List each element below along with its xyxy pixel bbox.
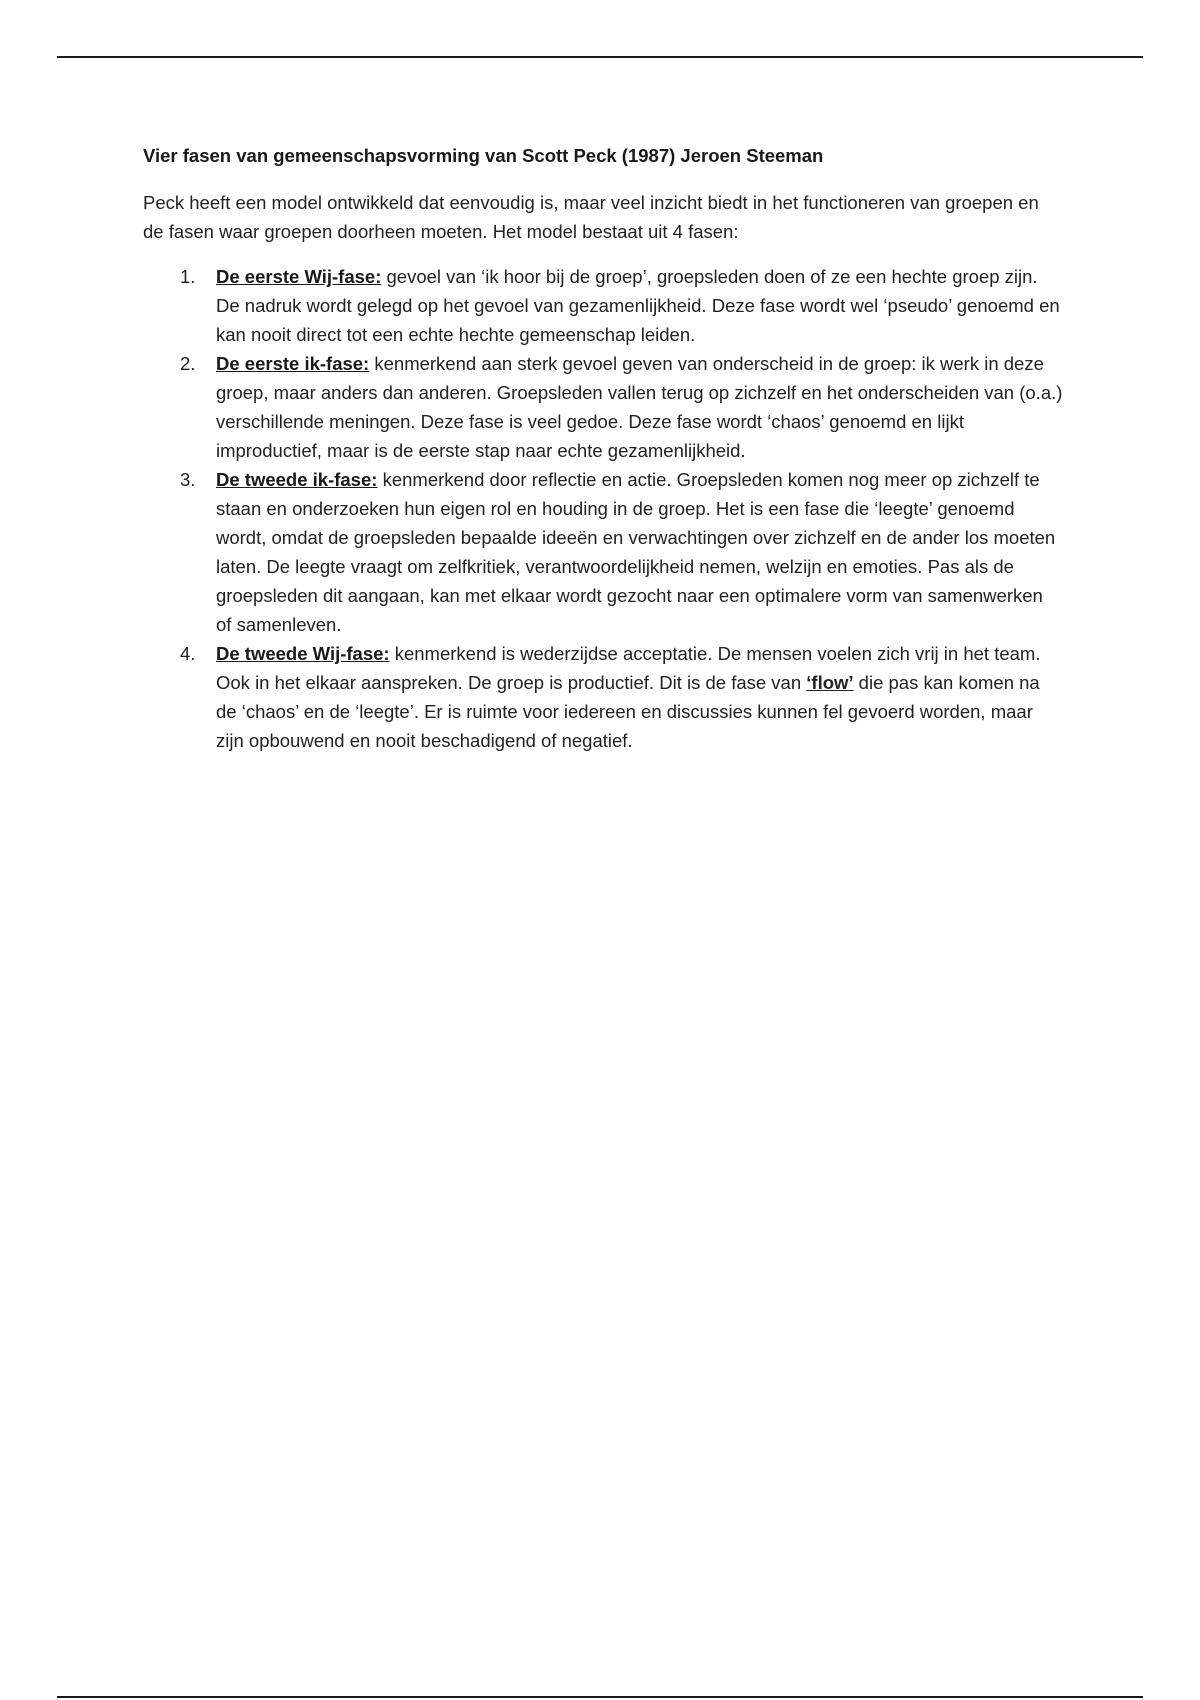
flow-emphasis: ‘flow’ (806, 672, 854, 693)
footer-rule (57, 1696, 1143, 1698)
document-title: Vier fasen van gemeenschapsvorming van Scott Peck (1987) Jeroen Steeman (143, 145, 824, 166)
phase-description: kenmerkend door reflectie en actie. Groepsleden komen nog meer op zichzelf te staan en onderzoeken hun eigen rol en houding in de groep. Het is een fase die ‘leegte’ genoemd wordt, omdat de groepsleden bepaalde ideeën en verwachtingen over zichzelf en de ander los moeten laten. De leegte vraagt om zelfkritiek, verantwoordelijkheid nemen, welzijn en emoties. Pas als de groepsleden dit aangaan, kan met elkaar wordt gezocht naar een optimalere vorm van samenwerken of samenleven. (216, 469, 1056, 635)
list-item (143, 262, 1063, 349)
phase-list (143, 262, 1063, 755)
intro-paragraph: Peck heeft een model ontwikkeld dat eenvoudig is, maar veel inzicht biedt in het functioneren van groepen en de fasen waar groepen doorheen moeten. Het model bestaat uit 4 fasen: (143, 192, 1039, 242)
phase-description: kenmerkend aan sterk gevoel geven van onderscheid in de groep: ik werk in deze groep, maar anders dan anderen. Groepsleden vallen terug op zichzelf en het onderscheiden van (o.a.) verschillende meningen. Deze fase is veel gedoe. Deze fase wordt ‘chaos’ genoemd en lijkt improductief, maar is de eerste stap naar echte gezamenlijkheid. (216, 353, 1063, 461)
list-number: 4. (180, 643, 196, 664)
document-body (143, 142, 1063, 755)
phase-term: De tweede Wij-fase: (216, 643, 390, 664)
phase-description-end: die pas kan komen na de ‘chaos’ en de ‘leegte’. Er is ruimte voor iedereen en discussies kunnen fel gevoerd worden, maar zijn opbouwend en nooit beschadigend of negatief. (216, 672, 1040, 751)
phase-term: De eerste Wij-fase: (216, 266, 382, 287)
list-item (143, 465, 1063, 639)
phase-term: De tweede ik-fase: (216, 469, 378, 490)
list-number: 3. (180, 469, 196, 490)
phase-description: gevoel van ‘ik hoor bij de groep’, groepsleden doen of ze een hechte groep zijn. De nadruk wordt gelegd op het gevoel van gezamenlijkheid. Deze fase wordt wel ‘pseudo’ genoemd en kan nooit direct tot een echte hechte gemeenschap leiden. (216, 266, 1060, 345)
list-number: 1. (180, 266, 196, 287)
header-rule (57, 56, 1143, 58)
list-number: 2. (180, 353, 196, 374)
phase-term: De eerste ik-fase: (216, 353, 370, 374)
list-item (143, 349, 1063, 465)
phase-description-start: kenmerkend is wederzijdse acceptatie. De mensen voelen zich vrij in het team. Ook in het elkaar aanspreken. De groep is productief. Dit is de fase van (216, 643, 1041, 693)
list-item (143, 639, 1063, 755)
